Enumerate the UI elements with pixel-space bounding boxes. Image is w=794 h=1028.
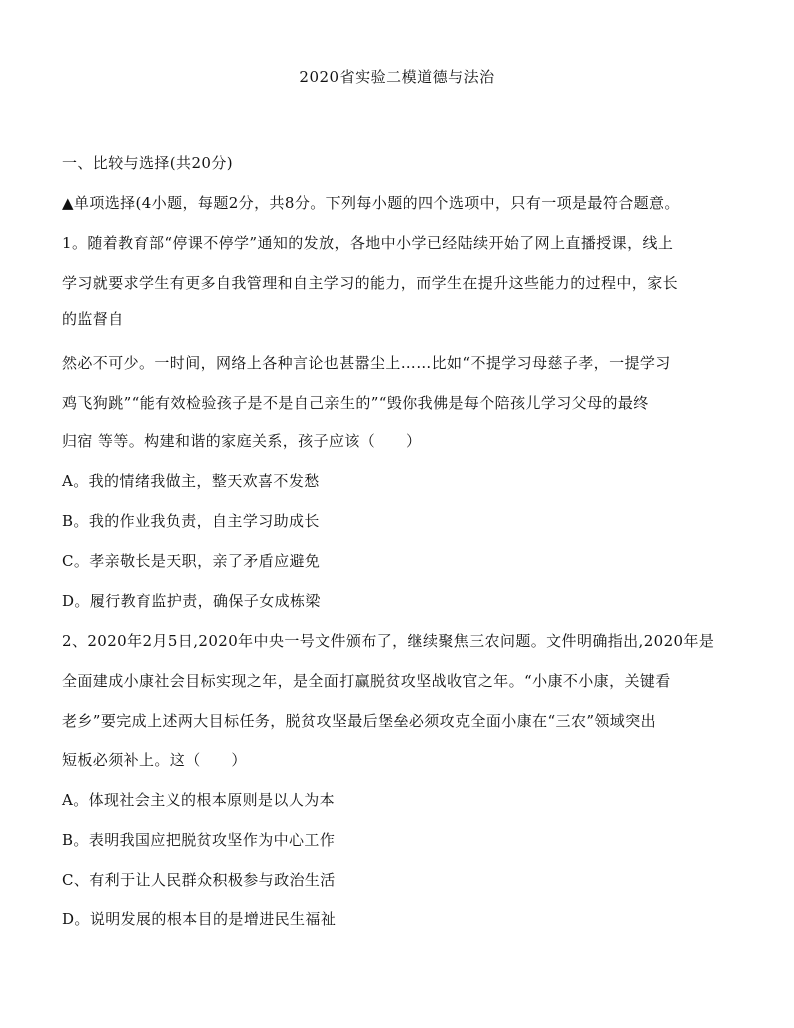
section-heading: 一、比较与选择(共20分) — [62, 154, 233, 172]
question-1-option-d: D。履行教育监护责，确保子女成栋梁 — [62, 592, 321, 610]
question-1-option-c: C。孝亲敬长是天职，亲了矛盾应避免 — [62, 552, 321, 570]
question-2-option-c: C、有利于让人民群众积极参与政治生活 — [62, 871, 336, 889]
question-2-line-1: 2、2020年2月5日,2020年中央一号文件颁布了，继续聚焦三农问题。文件明确指出,2020年是 — [62, 632, 715, 650]
question-2-line-3: 老乡”要完成上述两大目标任务，脱贫攻坚最后堡垒必须攻克全面小康在“三农”领域突出 — [62, 712, 657, 730]
question-1-line-1: 1。随着教育部“停课不停学”通知的发放，各地中小学已经陆续开始了网上直播授课，线上 — [62, 234, 674, 252]
question-2-option-a: A。体现社会主义的根本原则是以人为本 — [62, 791, 336, 809]
question-1-line-3: 的监督自 — [62, 310, 124, 328]
document-title: 2020省实验二模道德与法治 — [299, 68, 495, 86]
question-1-line-5: 鸡飞狗跳”“能有效检验孩子是不是自己亲生的”“毁你我佛是每个陪孩儿学习父母的最终 — [62, 394, 649, 412]
instruction-text: ▲单项选择(4小题，每题2分，共8分。下列每小题的四个选项中，只有一项是最符合题意。 — [62, 194, 680, 212]
question-2-option-d: D。说明发展的根本目的是增进民生福祉 — [62, 910, 337, 928]
question-1-option-a: A。我的情绪我做主，整天欢喜不发愁 — [62, 472, 320, 490]
question-1-line-6: 归宿 等等。构建和谐的家庭关系，孩子应该（ ） — [62, 432, 422, 450]
question-1-line-2: 学习就要求学生有更多自我管理和自主学习的能力，而学生在提升这些能力的过程中，家长 — [62, 274, 679, 292]
question-2-option-b: B。表明我国应把脱贫攻坚作为中心工作 — [62, 831, 336, 849]
question-2-line-4: 短板必须补上。这（ ） — [62, 751, 247, 769]
question-1-option-b: B。我的作业我负责，自主学习助成长 — [62, 512, 320, 530]
question-1-line-4: 然必不可少。一时间，网络上各种言论也甚嚣尘上……比如“不提学习母慈子孝，一提学习 — [62, 354, 671, 372]
question-2-line-2: 全面建成小康社会目标实现之年，是全面打赢脱贫攻坚战收官之年。“小康不小康，关键看 — [62, 672, 671, 690]
